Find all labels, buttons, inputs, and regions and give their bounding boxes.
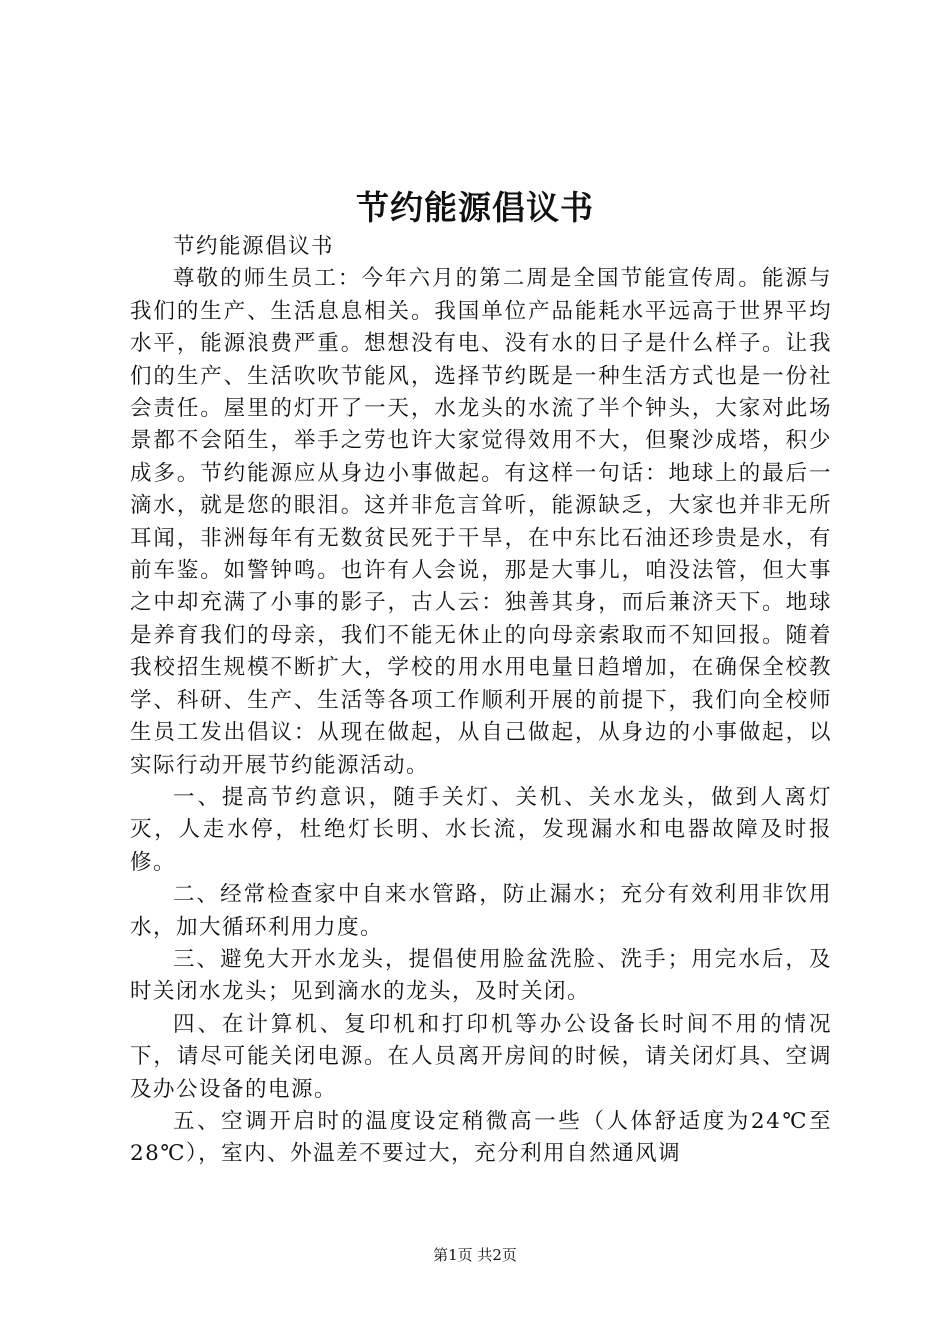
paragraph-item-3: 三、避免大开水龙头，提倡使用脸盆洗脸、洗手；用完水后，及时关闭水龙头；见到滴水的龙头，及时关闭。 [130, 946, 832, 1005]
page-footer: 第1页 共2页 [433, 1246, 517, 1264]
paragraph-item-2: 二、经常检查家中自来水管路，防止漏水；充分有效利用非饮用水，加大循环利用力度。 [130, 882, 832, 940]
paragraph-item-1: 一、提高节约意识，随手关灯、关机、关水龙头，做到人离灯灭，人走水停，杜绝灯长明、水长流，发现漏水和电器故障及时报修。 [130, 784, 832, 875]
paragraph-item-5: 五、空调开启时的温度设定稍微高一些（人体舒适度为24℃至28℃），室内、外温差不要过大，充分利用自然通风调 [130, 1108, 832, 1167]
document-title: 节约能源倡议书 [356, 188, 594, 227]
paragraph-item-4: 四、在计算机、复印机和打印机等办公设备长时间不用的情况下，请尽可能关闭电源。在人员离开房间的时候，请关闭灯具、空调及办公设备的电源。 [130, 1011, 832, 1102]
document-body [130, 231, 832, 1171]
paragraph-subtitle: 节约能源倡议书 [173, 234, 335, 259]
paragraph-intro: 尊敬的师生员工：今年六月的第二周是全国节能宣传周。能源与我们的生产、生活息息相关。我国单位产品能耗水平远高于世界平均水平，能源浪费严重。想想没有电、没有水的日子是什么样子。让我们的生产、生活吹吹节能风，选择节约既是一种生活方式也是一份社会责任。屋里的灯开了一天，水龙头的水流了半个钟头，大家对此场景都不会陌生，举手之劳也许大家觉得效用不大，但聚沙成塔，积少成多。节约能源应从身边小事做起。有这样一句话：地球上的最后一滴水，就是您的眼泪。这并非危言耸听，能源缺乏，大家也并非无所耳闻，非洲每年有无数贫民死于干旱，在中东比石油还珍贵是水，有前车鉴。如警钟鸣。也许有人会说，那是大事儿，咱没法管，但大事之中却充满了小事的影子，古人云：独善其身，而后兼济天下。地球是养育我们的母亲，我们不能无休止的向母亲索取而不知回报。随着我校招生规模不断扩大，学校的用水用电量日趋增加，在确保全校教学、科研、生产、生活等各项工作顺利开展的前提下，我们向全校师生员工发出倡议：从现在做起，从自己做起，从身边的小事做起，以实际行动开展节约能源活动。 [130, 266, 832, 778]
